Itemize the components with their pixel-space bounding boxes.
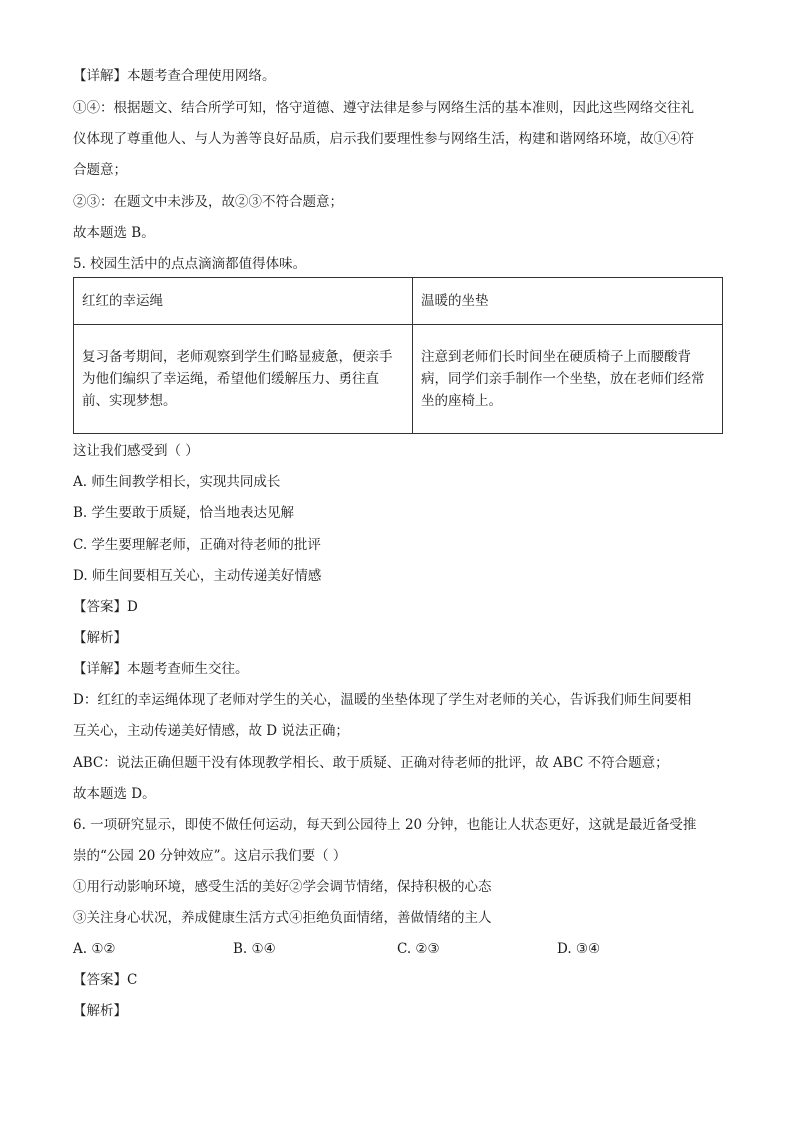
options-row [73, 939, 713, 959]
text-line: 互关心，主动传递美好情感，故 D 说法正确； [73, 723, 349, 739]
choice-c: C. 学生要理解老师，正确对待老师的批评 [73, 537, 321, 553]
answer-label: 【答案】D [73, 599, 138, 615]
text-line: 故本题选 D。 [73, 786, 156, 802]
table-header-cell: 红红的幸运绳 [74, 278, 413, 325]
table-cell: 注意到老师们长时间坐在硬质椅子上而腰酸背病，同学们亲手制作一个坐垫，放在老师们经常坐的座椅上。 [413, 325, 723, 434]
table-header-cell: 温暖的坐垫 [413, 278, 723, 325]
story-table [73, 277, 723, 434]
text-line: 崇的“公园 20 分钟效应”。这启示我们要（ ） [73, 848, 347, 864]
question-6-stem: 6. 一项研究显示，即使不做任何运动，每天到公园待上 20 分钟，也能让人状态更好，这就是最近备受推 [73, 817, 697, 833]
text-line: 【详解】本题考查师生交往。 [73, 661, 249, 677]
choice-b: B. 学生要敢于质疑，恰当地表达见解 [73, 505, 295, 521]
analysis-label: 【解析】 [73, 1003, 127, 1019]
text-line: ABC：说法正确但题干没有体现教学相长、敢于质疑、正确对待老师的批评，故 ABC 不符合题意； [73, 755, 669, 771]
text-line: 【详解】本题考查合理使用网络。 [73, 68, 276, 84]
answer-label: 【答案】C [73, 972, 138, 988]
text-line: 故本题选 B。 [73, 225, 155, 241]
text-line: 合题意； [73, 162, 127, 178]
text-line: ①用行动影响环境，感受生活的美好②学会调节情绪，保持积极的心态 [73, 879, 492, 895]
analysis-label: 【解析】 [73, 630, 127, 646]
question-prompt: 这让我们感受到（ ） [73, 443, 199, 459]
text-line: ②③：在题文中未涉及，故②③不符合题意； [73, 194, 343, 210]
table-cell: 复习备考期间，老师观察到学生们略显疲惫，便亲手为他们编织了幸运绳，希望他们缓解压力、勇往直前、实现梦想。 [74, 325, 413, 434]
text-line: 仪体现了尊重他人、与人为善等良好品质，启示我们要理性参与网络生活，构建和谐网络环境，故①④符 [73, 131, 694, 147]
text-line: ③关注身心状况，养成健康生活方式④拒绝负面情绪，善做情绪的主人 [73, 910, 492, 926]
option-d: D. ③④ [557, 941, 601, 957]
text-line: ①④：根据题文、结合所学可知，恪守道德、遵守法律是参与网络生活的基本准则，因此这些网络交往礼 [73, 100, 694, 116]
option-a: A. ①② [73, 941, 116, 957]
option-c: C. ②③ [397, 941, 440, 957]
choice-a: A. 师生间教学相长，实现共同成长 [73, 474, 281, 490]
option-b: B. ①④ [233, 941, 276, 957]
question-5-stem: 5. 校园生活中的点点滴滴都值得体味。 [73, 256, 307, 272]
choice-d: D. 师生间要相互关心，主动传递美好情感 [73, 568, 322, 584]
text-line: D：红红的幸运绳体现了老师对学生的关心，温暖的坐垫体现了学生对老师的关心，告诉我们师生间要相 [73, 692, 692, 708]
